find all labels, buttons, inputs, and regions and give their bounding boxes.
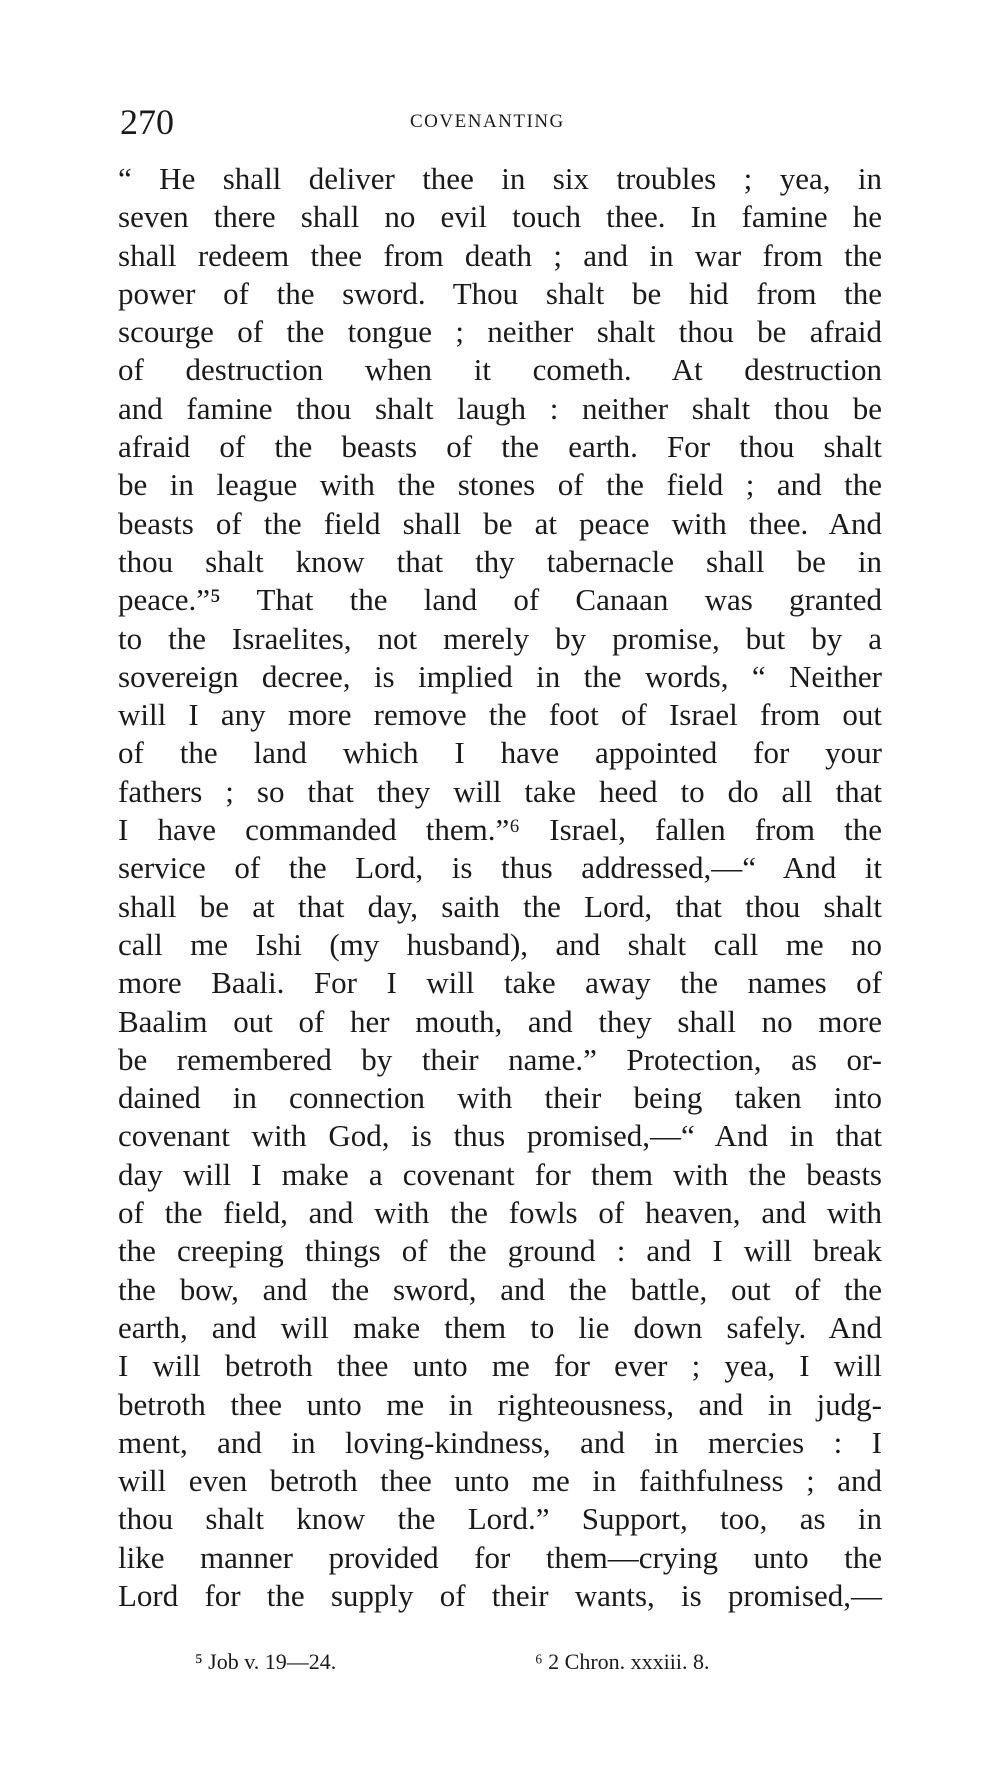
- text-line: ment, and in loving-kindness, and in mercies : I: [118, 1424, 882, 1460]
- text-line: the bow, and the sword, and the battle, out of the: [118, 1271, 882, 1307]
- text-line: call me Ishi (my husband), and shalt call me no: [118, 926, 882, 962]
- text-line: more Baali. For I will take away the names of: [118, 965, 882, 1001]
- text-line: shall be at that day, saith the Lord, that thou shalt: [118, 888, 882, 924]
- text-line: of the field, and with the fowls of heaven, and with: [118, 1195, 882, 1231]
- text-line: I will betroth thee unto me for ever ; yea, I will: [118, 1348, 882, 1384]
- text-line: the creeping things of the ground : and I will break: [118, 1233, 882, 1269]
- text-line: to the Israelites, not merely by promise, but by a: [118, 620, 882, 656]
- running-head: [120, 100, 880, 144]
- footnote-6: ⁶ 2 Chron. xxxiii. 8.: [535, 1649, 710, 1674]
- text-line: I have commanded them.”⁶ Israel, fallen from the: [118, 812, 882, 848]
- text-line: betroth thee unto me in righteousness, and in judg-: [118, 1386, 882, 1422]
- text-line: power of the sword. Thou shalt be hid from the: [118, 275, 882, 311]
- text-line: “ He shall deliver thee in six troubles ; yea, in: [118, 161, 882, 196]
- text-line: dained in connection with their being taken into: [118, 1080, 882, 1116]
- text-line: of the land which I have appointed for your: [118, 735, 882, 771]
- text-line: beasts of the field shall be at peace with thee. And: [118, 505, 882, 541]
- text-line: peace.”⁵ That the land of Canaan was granted: [118, 582, 882, 618]
- text-line: afraid of the beasts of the earth. For thou shalt: [118, 429, 882, 465]
- text-line: be in league with the stones of the field ; and the: [118, 467, 882, 503]
- text-line: thou shalt know that thy tabernacle shall be in: [118, 543, 882, 579]
- body-text: [118, 160, 882, 1615]
- text-line: thou shalt know the Lord.” Support, too, as in: [118, 1501, 882, 1537]
- text-line: sovereign decree, is implied in the words, “ Neither: [118, 658, 882, 694]
- text-line: will even betroth thee unto me in faithfulness ; and: [118, 1463, 882, 1499]
- text-line: fathers ; so that they will take heed to do all that: [118, 773, 882, 809]
- text-line: seven there shall no evil touch thee. In famine he: [118, 199, 882, 235]
- text-line: will I any more remove the foot of Israel from out: [118, 697, 882, 733]
- text-line: earth, and will make them to lie down safely. And: [118, 1309, 882, 1345]
- text-line: shall redeem thee from death ; and in war from the: [118, 237, 882, 273]
- footnote-5: ⁵ Job v. 19—24.: [195, 1649, 337, 1674]
- text-line: of destruction when it cometh. At destruction: [118, 352, 882, 388]
- text-line: Baalim out of her mouth, and they shall no more: [118, 1003, 882, 1039]
- text-line: Lord for the supply of their wants, is promised,—: [118, 1577, 882, 1613]
- text-line: service of the Lord, is thus addressed,—“ And it: [118, 850, 882, 886]
- running-title: COVENANTING: [410, 111, 565, 132]
- text-line: like manner provided for them—crying unto the: [118, 1539, 882, 1575]
- text-line: be remembered by their name.” Protection, as or-: [118, 1041, 882, 1077]
- text-line: scourge of the tongue ; neither shalt thou be afraid: [118, 314, 882, 350]
- text-line: and famine thou shalt laugh : neither shalt thou be: [118, 390, 882, 426]
- text-line: covenant with God, is thus promised,—“ And in that: [118, 1118, 882, 1154]
- text-line: day will I make a covenant for them with the beasts: [118, 1156, 882, 1192]
- page-number: 270: [120, 102, 174, 142]
- footnotes: [195, 1645, 815, 1679]
